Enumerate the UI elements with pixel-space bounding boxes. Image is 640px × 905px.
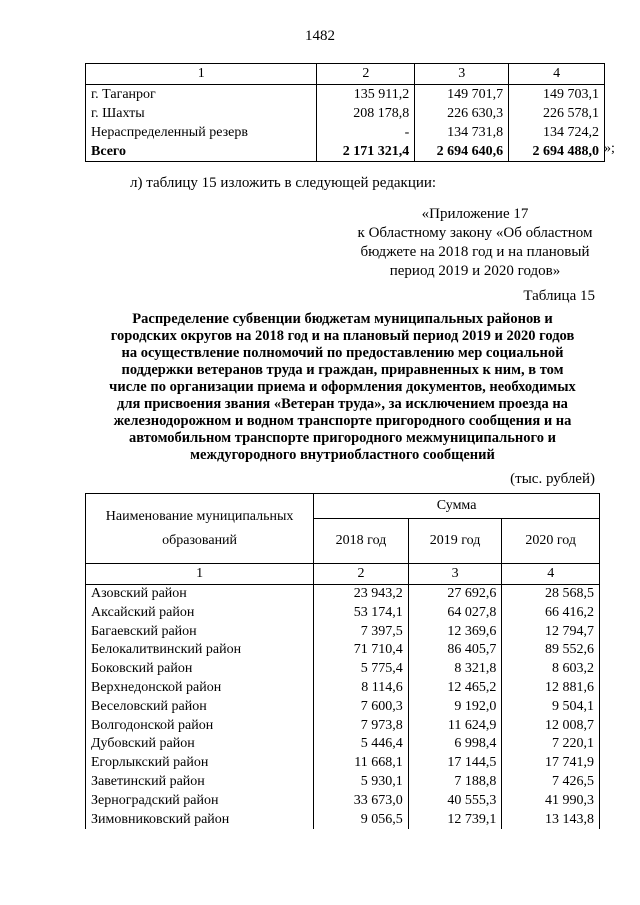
- value-2019: 11 624,9: [408, 717, 502, 736]
- table-row: [86, 679, 600, 698]
- value-2018: 135 911,2: [317, 85, 415, 105]
- value-2020: 12 794,7: [502, 623, 600, 642]
- appendix-line: «Приложение 17: [421, 206, 529, 222]
- municipality-name: Верхнедонской район: [86, 679, 314, 698]
- municipality-column-header: Наименование муниципальных образований: [86, 494, 314, 564]
- appendix-reference: [355, 205, 595, 281]
- column-number: 4: [509, 64, 605, 85]
- column-number: 2: [317, 64, 415, 85]
- units-label: (тыс. рублей): [510, 471, 595, 487]
- municipality-name: Багаевский район: [86, 623, 314, 642]
- table-row: [86, 717, 600, 736]
- value-2018: 5 775,4: [314, 660, 409, 679]
- value-2018: 11 668,1: [314, 754, 409, 773]
- municipality-name: Веселовский район: [86, 698, 314, 717]
- column-number: 1: [86, 564, 314, 585]
- value-2018: 8 114,6: [314, 679, 409, 698]
- value-2020: 13 143,8: [502, 811, 600, 830]
- table-row: [86, 604, 600, 623]
- amendment-instruction: л) таблицу 15 изложить в следующей редакции:: [130, 175, 437, 191]
- title-line: поддержки ветеранов труда и граждан, приравненных к ним, в том: [121, 362, 564, 378]
- value-2018: 9 056,5: [314, 811, 409, 830]
- total-2018: 2 171 321,4: [317, 142, 415, 162]
- year-header: 2020 год: [502, 519, 600, 564]
- value-2020: 134 724,2: [509, 123, 605, 142]
- value-2020: 9 504,1: [502, 698, 600, 717]
- table-row: [86, 811, 600, 830]
- value-2018: 7 600,3: [314, 698, 409, 717]
- municipality-name: Волгодонской район: [86, 717, 314, 736]
- total-row: [86, 142, 605, 162]
- municipality-name: Боковский район: [86, 660, 314, 679]
- column-number: 4: [502, 564, 600, 585]
- value-2019: 12 465,2: [408, 679, 502, 698]
- municipality-name: Заветинский район: [86, 773, 314, 792]
- value-2018: 53 174,1: [314, 604, 409, 623]
- value-2019: 86 405,7: [408, 641, 502, 660]
- value-2018: 5 446,4: [314, 735, 409, 754]
- total-suffix: »;: [604, 141, 615, 156]
- row-name: г. Шахты: [86, 104, 317, 123]
- table-row: [86, 104, 605, 123]
- value-2020: 17 741,9: [502, 754, 600, 773]
- title-line: городских округов на 2018 год и на плановый период 2019 и 2020 годов: [110, 328, 575, 344]
- table-row: [86, 792, 600, 811]
- municipality-name: Дубовский район: [86, 735, 314, 754]
- value-2018: 7 397,5: [314, 623, 409, 642]
- value-2018: 23 943,2: [314, 585, 409, 604]
- value-2020: 12 008,7: [502, 717, 600, 736]
- appendix-line: к Областному закону «Об областном: [357, 225, 593, 241]
- table-header-row: [86, 64, 605, 85]
- appendix-line: бюджете на 2018 год и на плановый: [360, 244, 590, 260]
- table-row: [86, 754, 600, 773]
- year-header: 2019 год: [408, 519, 502, 564]
- value-2019: 12 739,1: [408, 811, 502, 830]
- year-header: 2018 год: [314, 519, 409, 564]
- value-2019: 8 321,8: [408, 660, 502, 679]
- municipality-name: Егорлыкский район: [86, 754, 314, 773]
- value-2019: 134 731,8: [415, 123, 509, 142]
- municipality-name: Белокалитвинский район: [86, 641, 314, 660]
- table-row: [86, 660, 600, 679]
- title-line: для присвоения звания «Ветеран труда», за исключением проезда на: [117, 396, 568, 412]
- value-2020: 8 603,2: [502, 660, 600, 679]
- value-2019: 64 027,8: [408, 604, 502, 623]
- value-2018: 5 930,1: [314, 773, 409, 792]
- value-2018: -: [317, 123, 415, 142]
- column-numbers-row: [86, 564, 600, 585]
- total-2020: 2 694 488,0: [509, 142, 605, 162]
- table-header-row: [86, 494, 600, 519]
- value-2019: 6 998,4: [408, 735, 502, 754]
- value-2020: 7 220,1: [502, 735, 600, 754]
- table-row: [86, 585, 600, 604]
- value-2020: 66 416,2: [502, 604, 600, 623]
- table-row: [86, 773, 600, 792]
- row-name: Нераспределенный резерв: [86, 123, 317, 142]
- table-title: [85, 311, 600, 464]
- value-2019: 40 555,3: [408, 792, 502, 811]
- column-number: 3: [408, 564, 502, 585]
- value-2020: 89 552,6: [502, 641, 600, 660]
- value-2020: 12 881,6: [502, 679, 600, 698]
- value-2019: 149 701,7: [415, 85, 509, 105]
- value-2019: 27 692,6: [408, 585, 502, 604]
- subvention-table: [85, 493, 600, 829]
- value-2019: 226 630,3: [415, 104, 509, 123]
- total-label: Всего: [86, 142, 317, 162]
- column-number: 1: [86, 64, 317, 85]
- value-2019: 17 144,5: [408, 754, 502, 773]
- value-2018: 7 973,8: [314, 717, 409, 736]
- table-row: [86, 641, 600, 660]
- table-row: [86, 698, 600, 717]
- table-number: Таблица 15: [523, 288, 595, 304]
- sum-header: Сумма: [314, 494, 600, 519]
- title-line: на осуществление полномочий по предоставлению мер социальной: [121, 345, 564, 361]
- total-2019: 2 694 640,6: [415, 142, 509, 162]
- value-2020: 41 990,3: [502, 792, 600, 811]
- table-row: [86, 85, 605, 105]
- title-line: числе по организации приема и оформления документов, необходимых: [109, 379, 576, 395]
- value-2018: 33 673,0: [314, 792, 409, 811]
- table-row: [86, 123, 605, 142]
- title-line: междугородного внутриобластного сообщений: [190, 447, 495, 463]
- value-2020: 7 426,5: [502, 773, 600, 792]
- value-2020: 149 703,1: [509, 85, 605, 105]
- table-row: [86, 623, 600, 642]
- value-2019: 9 192,0: [408, 698, 502, 717]
- appendix-line: период 2019 и 2020 годов»: [389, 263, 561, 279]
- column-number: 2: [314, 564, 409, 585]
- value-2019: 12 369,6: [408, 623, 502, 642]
- row-name: г. Таганрог: [86, 85, 317, 105]
- value-2020: 28 568,5: [502, 585, 600, 604]
- page-number: 1482: [305, 28, 335, 44]
- title-line: железнодорожном и водном транспорте пригородного сообщения и на: [113, 413, 572, 429]
- title-line: автомобильном транспорте пригородного межмуниципального и: [128, 430, 556, 446]
- title-line: Распределение субвенции бюджетам муниципальных районов и: [132, 311, 553, 327]
- table-row: [86, 735, 600, 754]
- value-2020: 226 578,1: [509, 104, 605, 123]
- continuation-table: [85, 63, 605, 162]
- column-number: 3: [415, 64, 509, 85]
- municipality-name: Зимовниковский район: [86, 811, 314, 830]
- value-2019: 7 188,8: [408, 773, 502, 792]
- value-2018: 71 710,4: [314, 641, 409, 660]
- municipality-name: Аксайский район: [86, 604, 314, 623]
- municipality-name: Зерноградский район: [86, 792, 314, 811]
- value-2018: 208 178,8: [317, 104, 415, 123]
- municipality-name: Азовский район: [86, 585, 314, 604]
